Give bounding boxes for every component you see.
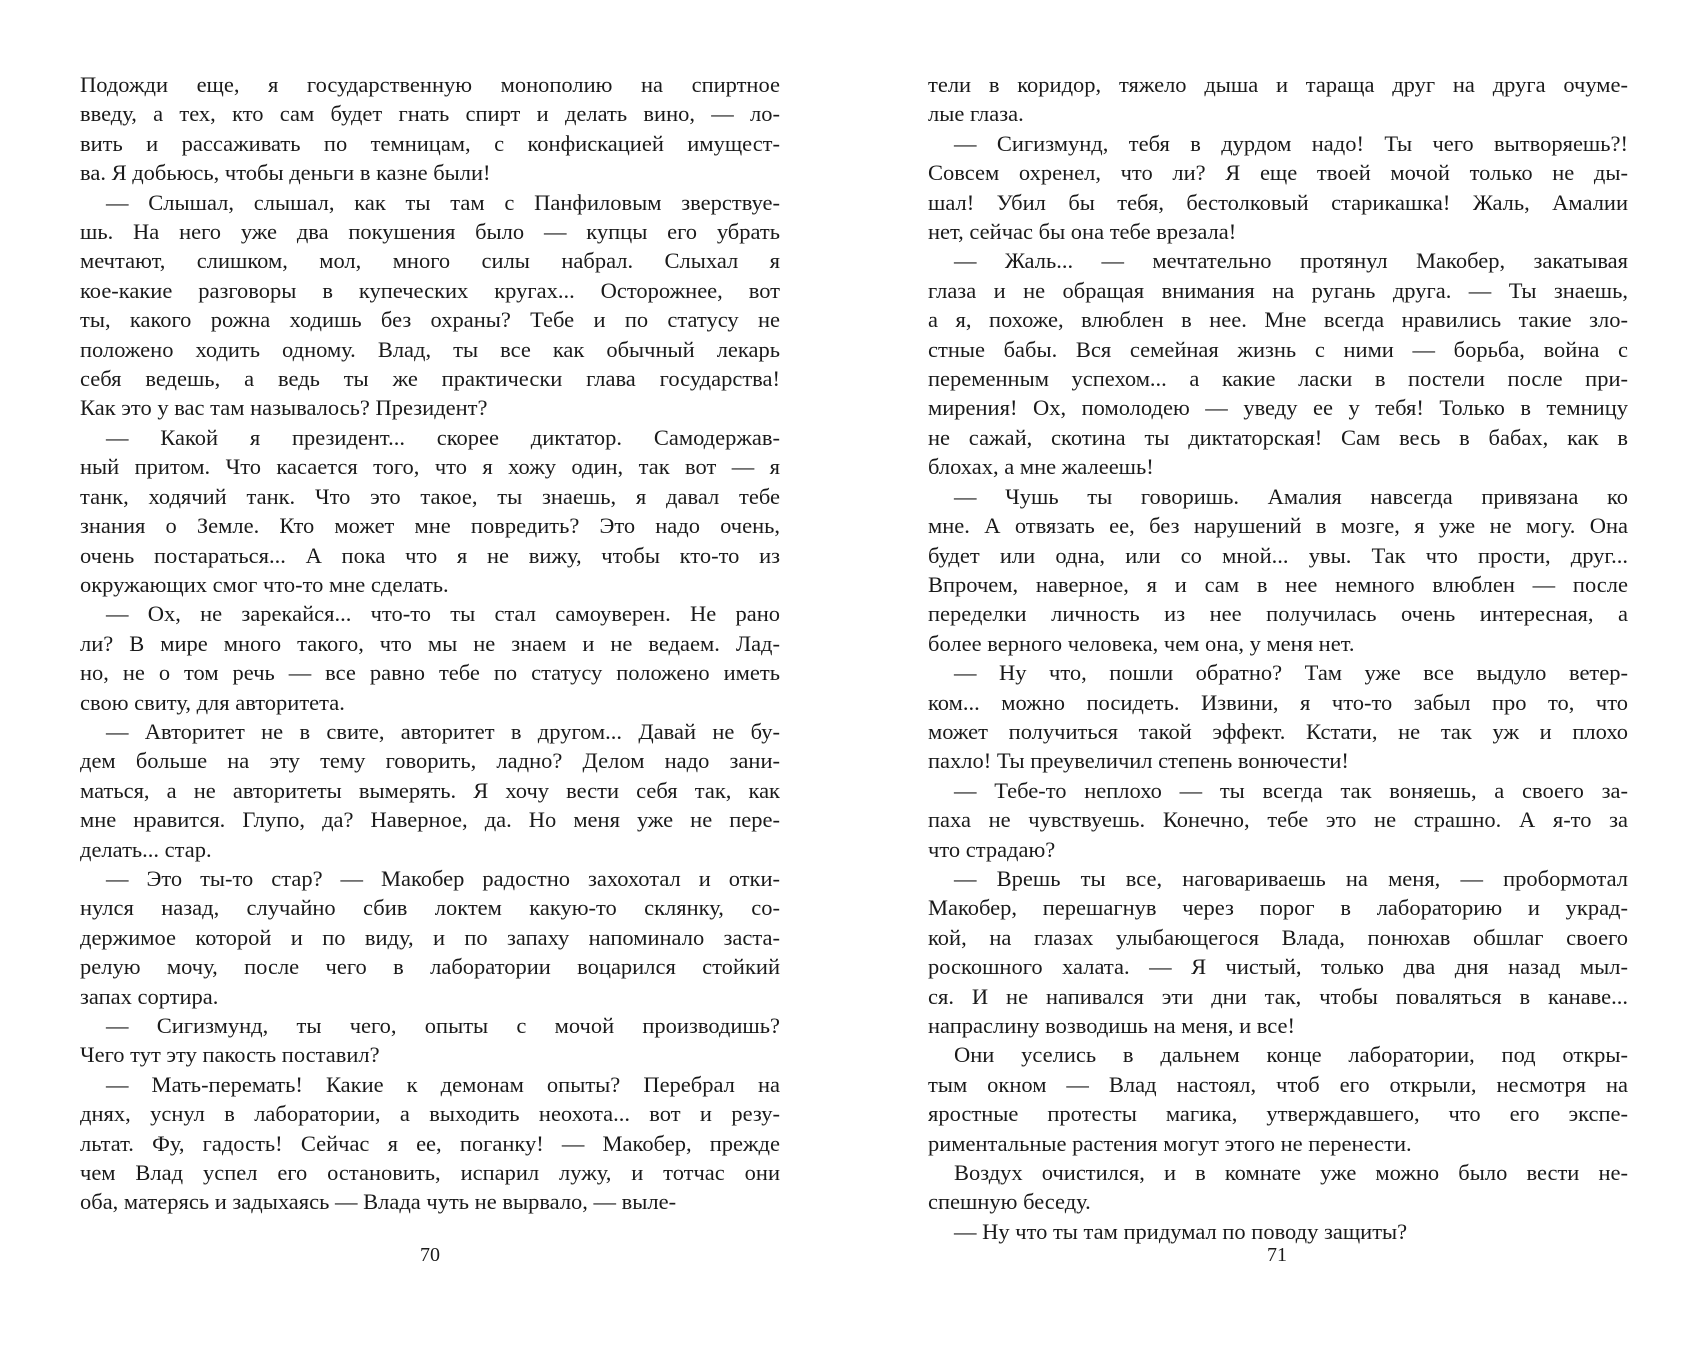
text-line: введу, а тех, кто сам будет гнать спирт и делать вино, — ло-: [80, 101, 780, 127]
text-line: тели в коридор, тяжело дыша и таращa друг на друга очуме-: [928, 72, 1628, 97]
text-line: дем больше на эту тему говорить, ладно? Делом надо зани-: [80, 748, 780, 774]
text-line: танк, ходячий танк. Что это такое, ты знаешь, я давал тебе: [80, 483, 780, 509]
text-line: мечтают, слишком, мол, много силы набрал. Слыхал я: [80, 248, 780, 274]
text-line: Впрочем, наверное, я и сам в нее немного влюблен — после: [928, 571, 1628, 597]
text-line: переделки личность из нее получилась очень интересная, а: [928, 601, 1628, 627]
text-line: Они уселись в дальнем конце лаборатории, под откры-: [954, 1042, 1628, 1068]
text-line: — Жаль... — мечтательно протянул Макобер, закатывая: [954, 248, 1628, 274]
text-line: ва. Я добьюсь, чтобы деньги в казне были!: [80, 160, 491, 186]
text-line: очень постараться... А пока что я не вижу, чтобы кто-то из: [80, 542, 780, 568]
text-line: чем Влад успел его остановить, испарил лужу, и тотчас они: [80, 1160, 780, 1186]
text-line: мне. А отвязать ее, без нарушений в мозге, я уже не могу. Она: [928, 513, 1628, 539]
text-line: оба, матерясь и задыхаясь — Влада чуть не вырвало, — выле-: [80, 1189, 677, 1215]
text-line: ли? В мире много такого, что мы не знаем и не ведаем. Лад-: [80, 630, 780, 656]
text-line: — Сигизмунд, ты чего, опыты с мочой производишь?: [106, 1013, 780, 1038]
text-line: кой, на глазах улыбающегося Влада, понюхав обшлаг своего: [928, 924, 1628, 950]
text-line: Чего тут эту пакость поставил?: [80, 1042, 380, 1068]
text-line: Воздух очистился, и в комнате уже можно было вести не-: [954, 1160, 1628, 1186]
text-line: — Врешь ты все, наговариваешь на меня, — пробормотал: [954, 865, 1628, 891]
text-line: — Чушь ты говоришь. Амалия навсегда привязана ко: [954, 483, 1628, 509]
text-line: — Слышал, слышал, как ты там с Панфиловым зверствуе-: [106, 189, 780, 215]
text-line: себя ведешь, а ведь ты же практически глава государства!: [80, 366, 780, 392]
text-line: более верного человека, чем она, у меня нет.: [928, 630, 1355, 656]
left-page-text: [80, 70, 780, 1217]
text-line: мне нравится. Глупо, да? Наверное, да. Но меня уже не пере-: [80, 807, 780, 833]
text-line: пахло! Ты преувеличил степень вонючести!: [928, 748, 1349, 774]
text-line: вить и рассаживать по темницам, с конфискацией имущест-: [80, 130, 780, 156]
left-page: [80, 70, 780, 1217]
text-line: яростные протесты магика, утверждавшего, что его экспе-: [928, 1101, 1628, 1127]
text-line: спешную беседу.: [928, 1189, 1091, 1215]
text-line: — Это ты-то стар? — Макобер радостно захохотал и отки-: [106, 865, 780, 891]
text-line: ный притом. Что касается того, что я хожу один, так вот — я: [80, 454, 780, 480]
text-line: Макобер, перешагнув через порог в лабораторию и украд-: [928, 895, 1628, 921]
text-line: кое-какие разговоры в купеческих кругах... Осторожнее, вот: [80, 277, 780, 303]
text-line: — Сигизмунд, тебя в дурдом надо! Ты чего вытворяешь?!: [954, 130, 1628, 156]
text-line: напраслину возводишь на меня, и все!: [928, 1013, 1295, 1038]
text-line: — Ох, не зарекайся... что-то ты стал самоуверен. Не рано: [106, 601, 780, 627]
text-line: — Мать-перемать! Какие к демонам опыты? Перебрал на: [106, 1071, 780, 1097]
text-line: будет или одна, или со мной... увы. Так что прости, друг...: [928, 542, 1628, 568]
text-line: — Какой я президент... скорее диктатор. Самодержав-: [106, 424, 780, 450]
text-line: релую мочу, после чего в лаборатории воцарился стойкий: [80, 954, 780, 980]
text-line: делать... стар.: [80, 836, 212, 862]
text-line: роскошного халата. — Я чистый, только два дня назад мыл-: [928, 954, 1628, 980]
text-line: нулся назад, случайно сбив локтем какую-то склянку, со-: [80, 895, 780, 921]
text-line: ся. И не напивался эти дни так, чтобы поваляться в канаве...: [928, 983, 1628, 1009]
text-line: но, не о том речь — все равно тебе по статусу положено иметь: [80, 660, 780, 686]
text-line: ты, какого рожна ходишь без охраны? Тебе и по статусу не: [80, 307, 780, 333]
text-line: запах сортира.: [80, 983, 219, 1009]
text-line: паха не чувствуешь. Конечно, тебе это не страшно. А я-то за: [928, 807, 1628, 833]
right-page: [928, 70, 1628, 1246]
text-line: блохах, а мне жалеешь!: [928, 454, 1154, 480]
text-line: нет, сейчас бы она тебе врезала!: [928, 219, 1237, 245]
text-line: лые глаза.: [928, 101, 1024, 127]
text-line: днях, уснул в лаборатории, а выходить неохота... вот и резу-: [80, 1101, 780, 1127]
text-line: мирения! Ох, помолодею — уведу ее у тебя! Только в темницу: [928, 395, 1628, 421]
text-line: стные бабы. Вся семейная жизнь с ними — борьба, война с: [928, 336, 1628, 362]
text-line: — Ну что ты там придумал по поводу защиты?: [954, 1218, 1408, 1244]
text-line: Как это у вас там называлось? Президент?: [80, 395, 488, 421]
text-line: не сажай, скотина ты диктаторская! Сам весь в бабах, как в: [928, 424, 1628, 450]
text-line: — Ну что, пошли обратно? Там уже все выдуло ветер-: [954, 660, 1628, 686]
text-line: тым окном — Влад настоял, чтоб его открыли, несмотря на: [928, 1071, 1628, 1097]
page-number-right: 71: [1267, 1244, 1287, 1266]
text-line: Совсем охренел, что ли? Я еще твоей мочой только не ды-: [928, 160, 1628, 186]
text-line: что страдаю?: [928, 836, 1056, 862]
text-line: маться, а не авторитеты вымерять. Я хочу вести себя так, как: [80, 777, 780, 803]
text-line: держимое которой и по виду, и по запаху напоминало заста-: [80, 924, 780, 950]
text-line: Подожди еще, я государственную монополию на спиртное: [80, 72, 780, 97]
text-line: знания о Земле. Кто может мне повредить? Это надо очень,: [80, 513, 780, 539]
text-line: ком... можно посидеть. Извини, я что-то забыл про то, что: [928, 689, 1628, 715]
text-line: переменным успехом... а какие ласки в постели после при-: [928, 366, 1628, 392]
text-line: шь. На него уже два покушения было — купцы его убрать: [80, 219, 780, 245]
text-line: свою свиту, для авторитета.: [80, 689, 345, 715]
text-line: — Авторитет не в свите, авторитет в другом... Давай не бу-: [106, 718, 780, 744]
text-line: глаза и не обращая внимания на ругань друга. — Ты знаешь,: [928, 277, 1628, 303]
right-page-text: [928, 70, 1628, 1246]
page-number-left: 70: [420, 1244, 440, 1266]
text-line: риментальные растения могут этого не перенести.: [928, 1130, 1412, 1156]
text-line: — Тебе-то неплохо — ты всегда так воняешь, а своего за-: [954, 777, 1628, 803]
text-line: а я, похоже, влюблен в нее. Мне всегда нравились такие зло-: [928, 307, 1628, 333]
text-line: льтат. Фу, гадость! Сейчас я ее, поганку! — Макобер, прежде: [80, 1130, 780, 1156]
text-line: положено ходить одному. Влад, ты все как обычный лекарь: [80, 336, 780, 362]
text-line: может получиться такой эффект. Кстати, не так уж и плохо: [928, 718, 1628, 744]
text-line: шал! Убил бы тебя, бестолковый старикашка! Жаль, Амалии: [928, 189, 1628, 215]
text-line: окружающих смог что-то мне сделать.: [80, 571, 449, 597]
